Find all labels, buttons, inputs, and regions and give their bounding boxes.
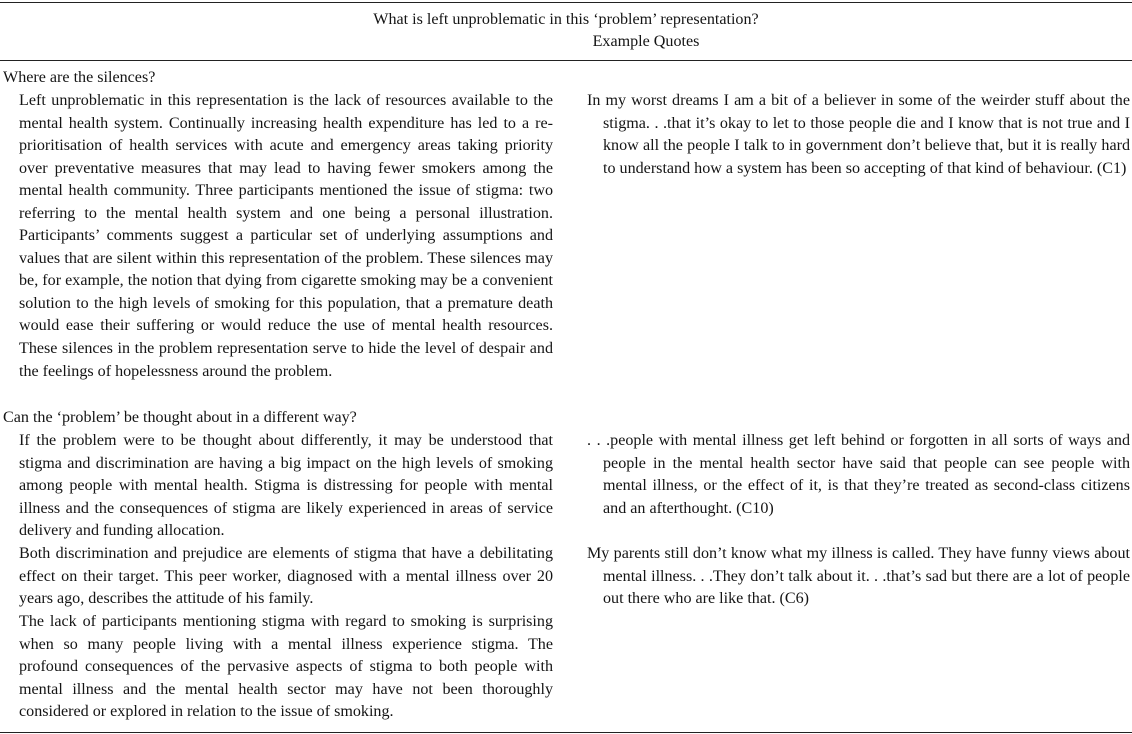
analysis-paragraph: Left unproblematic in this representation is the lack of resources available to the mental health system. Continually increasing health expenditure has led to a re-prioritisation of health services with acute and emergency areas taking priority over preventative measures that may lead to having fewer smokers among the mental health community. Three participants mentioned the issue of stigma: two referring to the mental health system and one being a personal illustration. Participants’ comments suggest a particular set of underlying assumptions and values that are silent within this representation of the problem. These silences may be, for example, the notion that dying from cigarette smoking may be a convenient solution to the high levels of smoking for this population, that a premature death would ease their suffering or would reduce the use of mental health resources. These silences in the problem representation serve to hide the level of despair and the feelings of hopelessness around the problem.: [19, 92, 553, 380]
table-header-quotes-label: Example Quotes: [592, 33, 700, 50]
example-quote: In my worst dreams I am a bit of a believer in some of the weirder stuff about the stigma. . .that it’s okay to let to those people die and I know that is not true and I know all the people I talk to in government don’t believe that, but it is really hard to understand how a system has been so accepting of that kind of behaviour. (C1): [587, 92, 1130, 177]
section-heading-silences: Where are the silences?: [3, 69, 156, 86]
example-quote: My parents still don’t know what my illness is called. They have funny views about mental illness. . .They don’t talk about it. . .that’s sad but there are a lot of people out there who are like that. (C6): [587, 545, 1130, 608]
top-rule: [0, 2, 1132, 3]
analysis-paragraph: Both discrimination and prejudice are elements of stigma that have a debilitating effect on their target. This peer worker, diagnosed with a mental illness over 20 years ago, describes the attitude of his family.: [19, 545, 553, 608]
table-header-question: What is left unproblematic in this ‘problem’ representation?: [373, 11, 759, 28]
section-heading-different-way: Can the ‘problem’ be thought about in a different way?: [3, 409, 357, 426]
analysis-paragraph: The lack of participants mentioning stigma with regard to smoking is surprising when so many people living with a mental illness experience stigma. The profound consequences of the pervasive aspects of stigma to both people with mental illness and the mental health sector may have not been thoroughly considered or explored in relation to the issue of smoking.: [19, 613, 553, 721]
bottom-rule: [0, 732, 1132, 733]
analysis-paragraph: If the problem were to be thought about differently, it may be understood that stigma and discrimination are having a big impact on the high levels of smoking among people with mental health. Stigma is distressing for people with mental illness and the consequences of stigma are likely experienced in areas of service delivery and funding allocation.: [19, 432, 553, 540]
example-quote: . . .people with mental illness get left behind or forgotten in all sorts of ways and people in the mental health sector have said that people can see people with mental illness, or the effect of it, is that they’re treated as second-class citizens and an afterthought. (C10): [587, 432, 1130, 517]
header-rule: [0, 60, 1132, 61]
